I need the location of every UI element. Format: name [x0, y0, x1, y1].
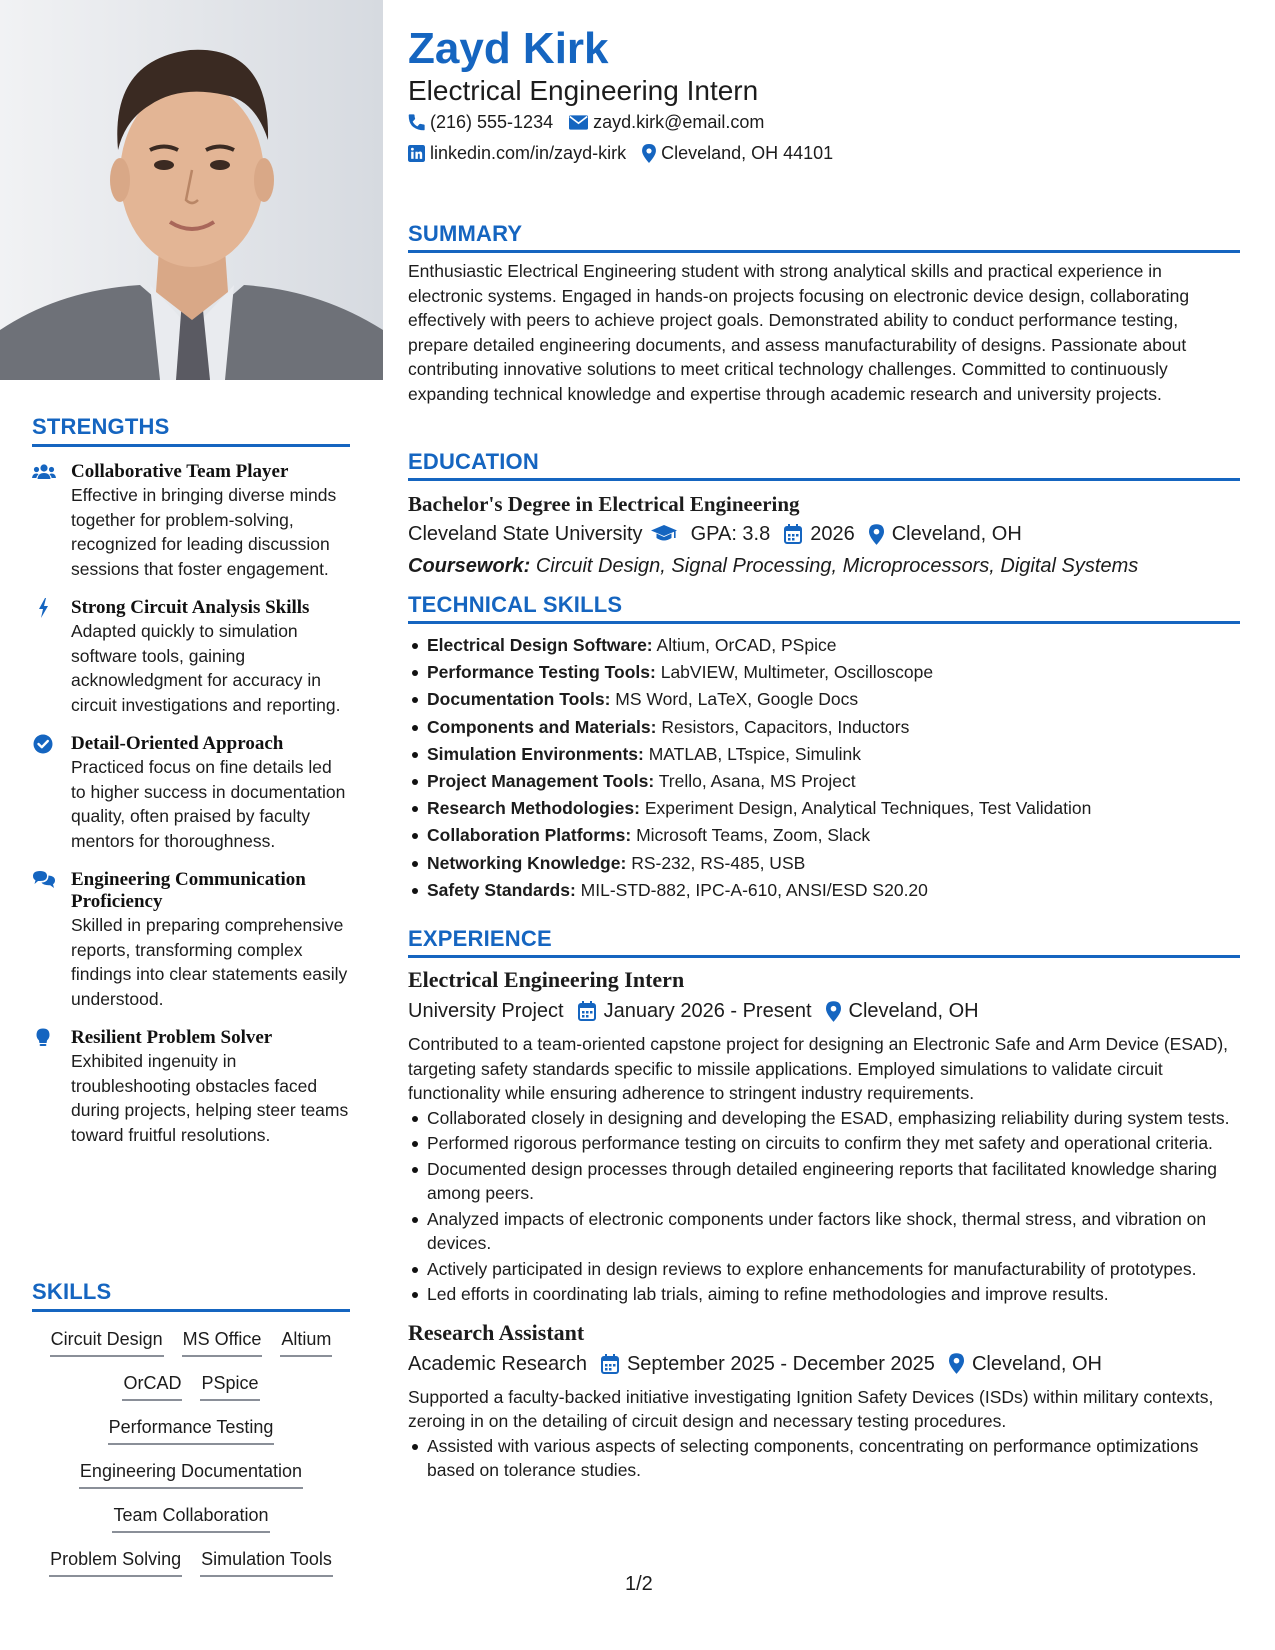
- list-item: [408, 659, 1240, 686]
- job-location-text: Cleveland, OH: [971, 1352, 1102, 1375]
- graduation-cap-icon: [651, 525, 677, 543]
- strength-desc: Exhibited ingenuity in troubleshooting obstacles faced during projects, helping steer teams toward fruitful resolutions.: [71, 1051, 349, 1145]
- skills-heading: SKILLS: [32, 1279, 350, 1312]
- strength-item: [32, 733, 350, 853]
- job-title: Electrical Engineering Intern: [408, 967, 685, 992]
- experience-section: [408, 926, 1240, 1484]
- education-section: [408, 449, 1240, 581]
- skill-tag: Circuit Design: [50, 1326, 164, 1357]
- list-item: [408, 632, 1240, 659]
- coursework: [408, 551, 1240, 581]
- skill-value: Trello, Asana, MS Project: [658, 771, 856, 792]
- skill-tag: MS Office: [182, 1326, 263, 1357]
- job-org: [408, 1349, 587, 1379]
- phone-text: (216) 555-1234: [430, 112, 554, 132]
- job-location-text: Cleveland, OH: [848, 1000, 979, 1022]
- job-location: [949, 1349, 1102, 1379]
- list-item: Led efforts in coordinating lab trials, aiming to refine methodologies and improve results.: [408, 1282, 1240, 1307]
- skill-row: [32, 1326, 350, 1357]
- education-location-text: Cleveland, OH: [891, 523, 1022, 545]
- experience-heading: EXPERIENCE: [408, 926, 1240, 958]
- strength-item: [32, 1027, 350, 1147]
- location-contact: [642, 143, 833, 164]
- skill-value: Microsoft Teams, Zoom, Slack: [636, 825, 871, 846]
- skill-row: [32, 1458, 350, 1489]
- phone-contact[interactable]: [408, 112, 553, 133]
- skill-label: Safety Standards:: [427, 879, 576, 900]
- skill-value: MS Word, LaTeX, Google Docs: [615, 689, 859, 710]
- job-description: Supported a faculty-backed initiative investigating Ignition Safety Devices (ISDs) within military contexts, zeroing in on the detailing of circuit design and necessary testing procedures.: [408, 1386, 1214, 1431]
- map-marker-icon: [869, 524, 884, 545]
- job-title: Research Assistant: [408, 1319, 585, 1345]
- school-name: [408, 519, 677, 549]
- skills-section: [32, 1279, 350, 1590]
- linkedin-icon: [408, 145, 425, 162]
- skill-tag: Performance Testing: [108, 1414, 275, 1445]
- envelope-icon: [569, 115, 588, 130]
- comments-icon: [32, 870, 56, 890]
- list-item: [408, 686, 1240, 713]
- gpa: [691, 519, 771, 549]
- skill-tag: Team Collaboration: [112, 1502, 269, 1533]
- strength-desc: Effective in bringing diverse minds together for problem-solving, recognized for leading discussion sessions that foster engagement.: [71, 485, 337, 579]
- skill-label: Project Management Tools:: [427, 771, 655, 792]
- bolt-icon: [32, 598, 56, 618]
- skill-tag: PSpice: [200, 1370, 259, 1401]
- gpa-text: GPA: 3.8: [690, 523, 771, 545]
- skill-tags: [32, 1326, 350, 1577]
- skill-label: Electrical Design Software:: [427, 635, 653, 655]
- experience-entry: [408, 1319, 1240, 1483]
- strength-item: [32, 869, 350, 1011]
- year-text: 2026: [810, 523, 855, 545]
- check-circle-icon: [32, 734, 56, 754]
- education-meta: [408, 519, 1240, 549]
- strength-title: Engineering Communication Proficiency: [71, 869, 306, 912]
- experience-entry: [408, 966, 1240, 1307]
- skill-row: [32, 1370, 350, 1401]
- org-text: Academic Research: [408, 1352, 587, 1375]
- coursework-label: Coursework:: [408, 555, 531, 577]
- strengths-heading: STRENGTHS: [32, 414, 350, 447]
- skill-tag: Simulation Tools: [200, 1546, 333, 1577]
- calendar-icon: [784, 524, 802, 544]
- skill-label: Components and Materials:: [427, 716, 657, 737]
- list-item: Collaborated closely in designing and developing the ESAD, emphasizing reliability during system tests.: [408, 1106, 1240, 1131]
- skill-row: [32, 1502, 350, 1533]
- org-text: University Project: [408, 1000, 564, 1022]
- skill-row: [32, 1414, 350, 1445]
- coursework-text: Circuit Design, Signal Processing, Microprocessors, Digital Systems: [535, 555, 1139, 577]
- job-description: Contributed to a team-oriented capstone project for designing an Electronic Safe and Arm Device (ESAD), targeting safety standards specific to missile applications. Employed simulations to validate circuit functionality while ensuring adherence to stringent industry requirements.: [408, 1034, 1229, 1103]
- dates-text: September 2025 - December 2025: [626, 1352, 935, 1375]
- strength-title: Detail-Oriented Approach: [71, 733, 284, 754]
- linkedin-contact[interactable]: [408, 143, 626, 164]
- skill-value: Resistors, Capacitors, Inductors: [661, 716, 910, 737]
- skill-row: [32, 1546, 350, 1577]
- calendar-icon: [601, 1354, 619, 1374]
- list-item: Performed rigorous performance testing on circuits to confirm they met safety and operational criteria.: [408, 1131, 1240, 1156]
- list-item: [408, 768, 1240, 795]
- linkedin-text: linkedin.com/in/zayd-kirk: [430, 143, 627, 163]
- education-heading: EDUCATION: [408, 449, 1240, 481]
- strength-title: Collaborative Team Player: [71, 461, 289, 482]
- skill-label: Collaboration Platforms:: [427, 825, 632, 846]
- skill-value: MIL-STD-882, IPC-A-610, ANSI/ESD S20.20: [580, 879, 928, 900]
- list-item: [408, 822, 1240, 849]
- degree-title: Bachelor's Degree in Electrical Engineering: [408, 492, 800, 516]
- school-text: Cleveland State University: [408, 523, 643, 545]
- summary-heading: SUMMARY: [408, 221, 1240, 253]
- sidebar: [0, 0, 383, 1650]
- job-meta: [408, 996, 1240, 1026]
- job-dates: [601, 1349, 935, 1379]
- candidate-title: Electrical Engineering Intern: [408, 75, 759, 106]
- skill-value: Altium, OrCAD, PSpice: [656, 635, 837, 655]
- education-location: [869, 519, 1022, 549]
- job-location: [826, 996, 979, 1026]
- strength-item: [32, 597, 350, 717]
- job-org: [408, 996, 564, 1026]
- summary-text: Enthusiastic Electrical Engineering student with strong analytical skills and practical experience in electronic systems. Engaged in hands-on projects focusing on electronic device design, collaborating effectively with peers to achieve project goals. Demonstrated ability to conduct performance testing, prepare detailed engineering documents, and assess manufacturability of designs. Passionate about contributing innovative solutions to meet critical technology challenges. Committed to continuously expanding technical knowledge and expertise through academic research and university projects.: [408, 261, 1190, 404]
- phone-icon: [408, 114, 425, 131]
- list-item: [408, 877, 1240, 904]
- list-item: Documented design processes through detailed engineering reports that facilitated knowledge sharing among peers.: [408, 1157, 1240, 1206]
- strengths-section: [32, 414, 350, 1147]
- list-item: Assisted with various aspects of selecting components, concentrating on performance optimizations based on tolerance studies.: [408, 1434, 1240, 1483]
- lightbulb-icon: [32, 1028, 56, 1048]
- users-icon: [32, 462, 56, 482]
- skill-label: Research Methodologies:: [427, 798, 640, 819]
- technical-skills-heading: TECHNICAL SKILLS: [408, 592, 1240, 624]
- email-text: zayd.kirk@email.com: [593, 112, 765, 132]
- skill-value: LabVIEW, Multimeter, Oscilloscope: [660, 662, 934, 683]
- list-item: [408, 741, 1240, 768]
- job-bullets: [408, 1434, 1240, 1483]
- strength-item: [32, 461, 350, 581]
- skill-label: Documentation Tools:: [427, 689, 611, 710]
- page-number: 1/2: [625, 1573, 653, 1595]
- skill-tag: Altium: [280, 1326, 332, 1357]
- profile-photo: [0, 0, 383, 380]
- location-text: Cleveland, OH 44101: [661, 143, 834, 163]
- calendar-icon: [578, 1001, 596, 1021]
- skill-label: Performance Testing Tools:: [427, 662, 656, 683]
- skill-value: MATLAB, LTspice, Simulink: [648, 743, 862, 764]
- map-marker-icon: [949, 1353, 964, 1374]
- skill-tag: Engineering Documentation: [79, 1458, 303, 1489]
- skill-value: RS-232, RS-485, USB: [631, 852, 806, 873]
- skill-tag: Problem Solving: [49, 1546, 182, 1577]
- email-contact[interactable]: [569, 112, 764, 133]
- job-bullets: [408, 1106, 1240, 1307]
- list-item: [408, 850, 1240, 877]
- map-marker-icon: [642, 144, 656, 163]
- graduation-year: [784, 519, 855, 549]
- strength-desc: Adapted quickly to simulation software tools, gaining acknowledgment for accuracy in circuit investigations and reporting.: [71, 621, 341, 715]
- technical-skills-list: [408, 632, 1240, 904]
- contact-row: [408, 112, 764, 133]
- skill-label: Networking Knowledge:: [427, 852, 627, 873]
- summary-section: [408, 221, 1240, 406]
- skill-value: Experiment Design, Analytical Techniques, Test Validation: [644, 798, 1092, 819]
- job-dates: [578, 996, 812, 1026]
- list-item: [408, 795, 1240, 822]
- list-item: [408, 714, 1240, 741]
- strength-title: Strong Circuit Analysis Skills: [71, 597, 310, 618]
- skill-tag: OrCAD: [122, 1370, 182, 1401]
- candidate-name: Zayd Kirk: [408, 24, 609, 73]
- contact-row: [408, 143, 833, 164]
- list-item: Analyzed impacts of electronic components under factors like shock, thermal stress, and vibration on devices.: [408, 1207, 1240, 1256]
- dates-text: January 2026 - Present: [603, 1000, 812, 1022]
- strength-desc: Practiced focus on fine details led to higher success in documentation quality, often praised by faculty mentors for thoroughness.: [71, 757, 346, 851]
- list-item: Actively participated in design reviews to explore enhancements for manufacturability of prototypes.: [408, 1257, 1240, 1282]
- strength-title: Resilient Problem Solver: [71, 1027, 273, 1048]
- map-marker-icon: [826, 1001, 841, 1022]
- strength-desc: Skilled in preparing comprehensive reports, transforming complex findings into clear statements easily understood.: [71, 915, 348, 1009]
- skill-label: Simulation Environments:: [427, 743, 644, 764]
- technical-skills-section: [408, 592, 1240, 904]
- job-meta: [408, 1349, 1240, 1379]
